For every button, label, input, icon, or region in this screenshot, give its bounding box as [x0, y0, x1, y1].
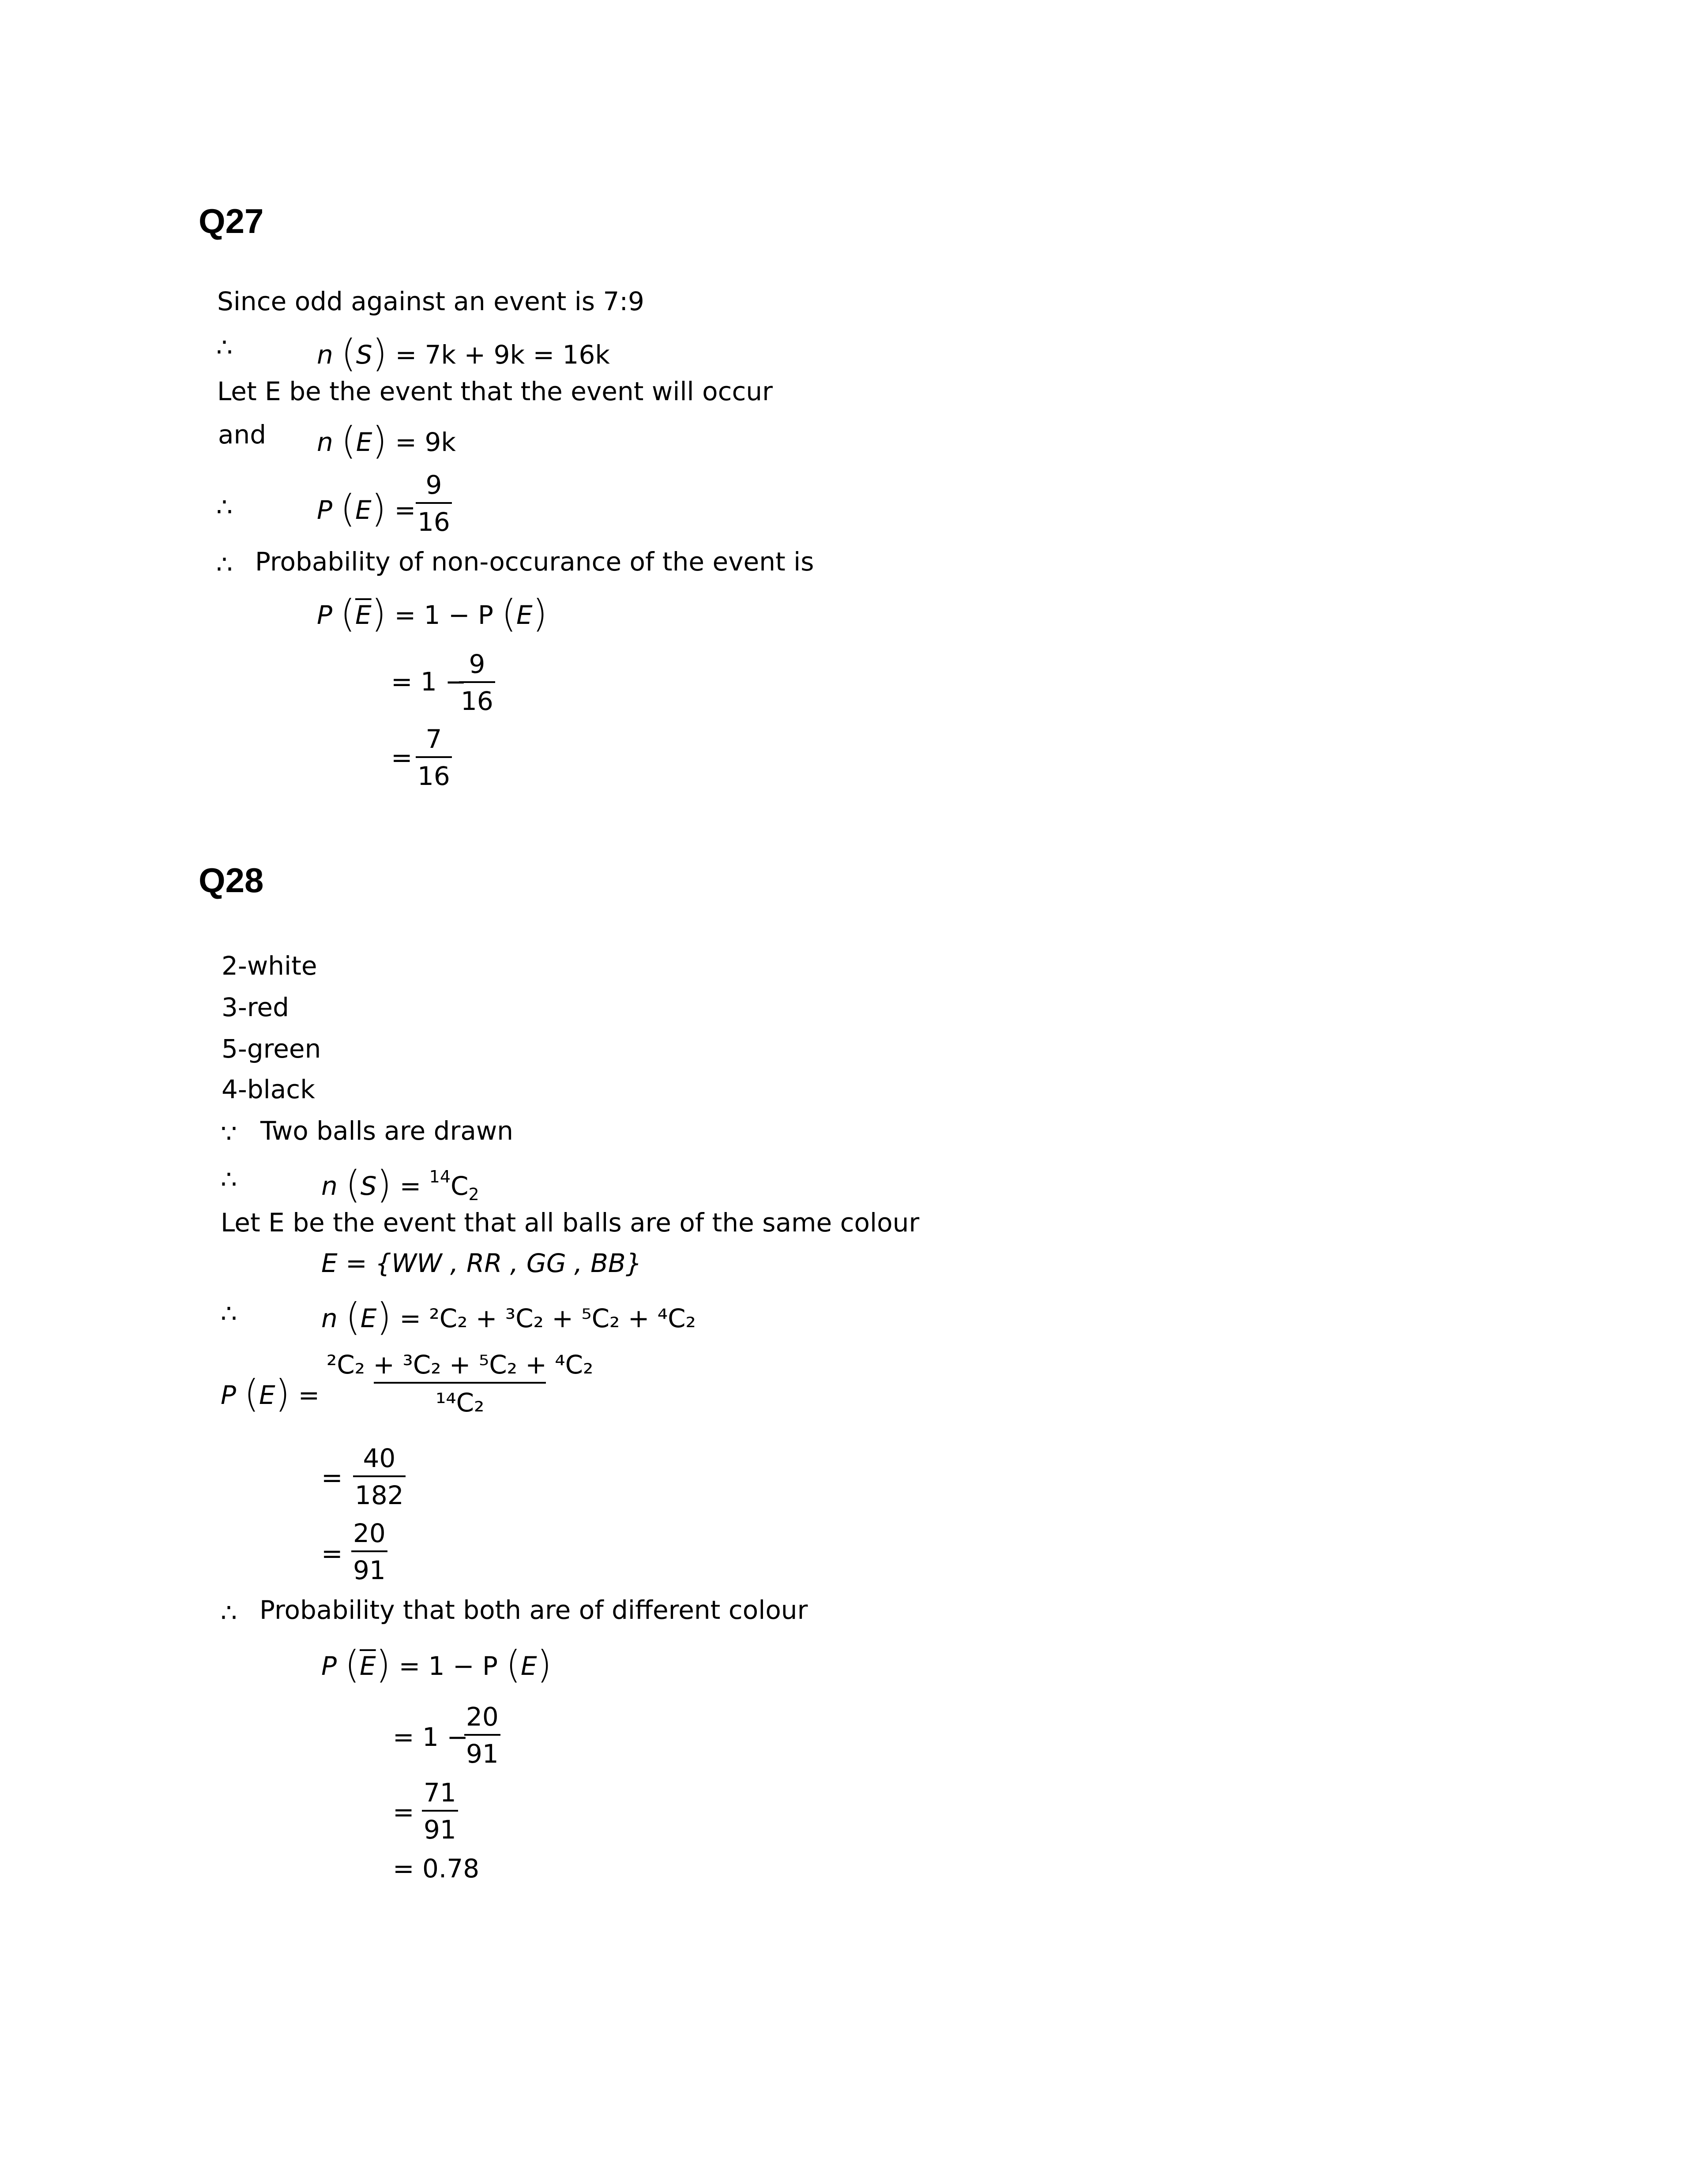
q28-item-white: 2-white: [222, 951, 317, 981]
q28-f2-equals: =: [321, 1539, 343, 1569]
q27-event-definition: Let E be the event that the event will occur: [217, 376, 773, 406]
q27-complement-equation: P $(\overline{E}) = 1 - P$ (E): [317, 592, 548, 636]
because-symbol: ∵: [221, 1118, 237, 1148]
q28-fraction-20-91: $\frac{20}{91}$: [351, 1520, 387, 1583]
q27-statement: Since odd against an event is 7:9: [217, 286, 644, 316]
q27-probability-lhs: P (E) =: [317, 487, 416, 531]
q27-heading: Q27: [199, 202, 264, 240]
q28-step2-equals: =: [393, 1797, 414, 1827]
q27-step2-fraction: $\frac{7}{16}$: [416, 726, 452, 789]
q28-event-definition: Let E be the event that all balls are of the same colour: [221, 1208, 920, 1238]
q28-step2-fraction: $\frac{71}{91}$: [422, 1780, 458, 1843]
q28-item-red: 3-red: [222, 992, 289, 1022]
q28-sample-space-equation: n $(S) = ^{14}C_2$: [321, 1163, 479, 1207]
q28-step1-prefix: = 1 −: [393, 1722, 468, 1752]
q27-non-occurrence-statement: Probability of non-occurance of the event is: [255, 547, 814, 577]
therefore-symbol: ∴: [221, 1598, 237, 1628]
q27-step1-fraction: $\frac{9}{16}$: [459, 651, 495, 714]
q28-event-count-equation: n (E) = ²C₂ + ³C₂ + ⁵C₂ + ⁴C₂: [321, 1295, 696, 1339]
q28-probability-lhs: P (E) =: [221, 1372, 320, 1416]
therefore-symbol: ∴: [216, 492, 233, 522]
q27-probability-fraction: $\frac{9}{16}$: [416, 472, 452, 535]
q28-drawn-statement: Two balls are drawn: [260, 1116, 514, 1146]
q27-step1-prefix: = 1 −: [391, 667, 466, 697]
q28-different-colour-statement: Probability that both are of different colour: [259, 1595, 808, 1625]
therefore-symbol: ∴: [216, 549, 233, 579]
therefore-symbol: ∴: [221, 1164, 237, 1194]
q28-f1-equals: =: [321, 1463, 343, 1493]
q28-item-green: 5-green: [222, 1034, 321, 1064]
therefore-symbol: ∴: [221, 1298, 237, 1328]
q28-final-answer: = 0.78: [393, 1854, 480, 1884]
q28-complement-equation: P $(\overline{E}) = 1 - P$ (E): [321, 1643, 552, 1687]
therefore-symbol: ∴: [216, 332, 233, 362]
q27-event-count-equation: n (E) = 9k: [317, 419, 456, 463]
q27-sample-space-equation: n (S) = 7k + 9k = 16k: [317, 331, 610, 375]
q28-step1-fraction: $\frac{20}{91}$: [464, 1704, 500, 1767]
q28-fraction-40-182: $\frac{40}{182}$: [353, 1445, 406, 1508]
q28-event-set: E = {WW , RR , GG , BB}: [321, 1248, 642, 1278]
q27-step2-equals: =: [391, 743, 413, 773]
q28-heading: Q28: [199, 861, 264, 900]
q27-and-label: and: [218, 420, 267, 450]
q28-probability-fraction: $\frac{\text{²C₂ + ³C₂ + ⁵C₂ + ⁴C₂}}{\text{¹⁴C₂}}$: [327, 1350, 594, 1418]
q28-item-black: 4-black: [222, 1074, 315, 1104]
